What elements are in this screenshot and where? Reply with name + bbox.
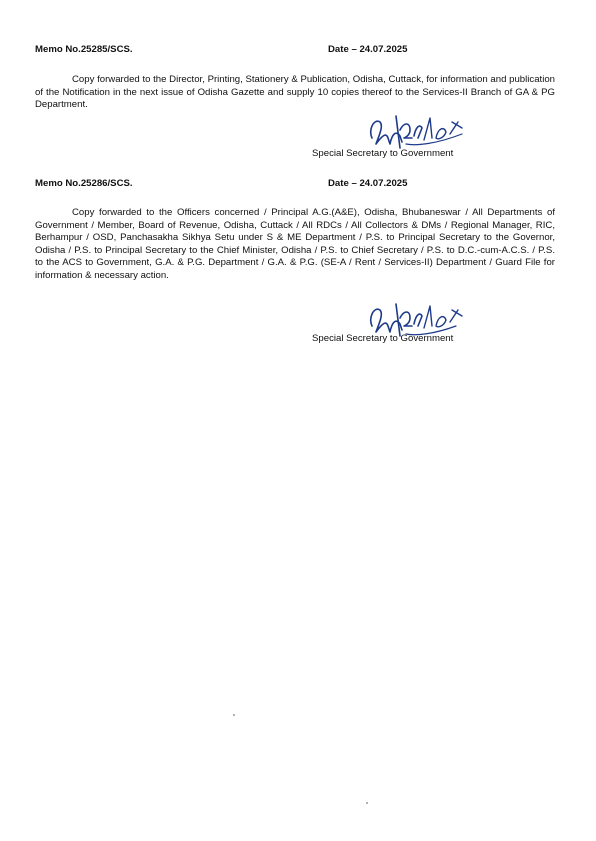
memo-header	[35, 44, 555, 58]
memo-body: Copy forwarded to the Director, Printing, Stationery & Publication, Odisha, Cuttack, for information and publication of the Notification in the next issue of Odisha Gazette and supply 10 copies thereof to the Services-II Branch of GA & PG Department.	[35, 74, 555, 111]
signatory-title: Special Secretary to Government	[312, 333, 454, 344]
memo-header	[35, 178, 555, 192]
memo-body: Copy forwarded to the Officers concerned / Principal A.G.(A&E), Odisha, Bhubaneswar / All Departments of Government / Member, Board of Revenue, Odisha, Cuttack / All RDCs / All Collectors & DMs / Regional Manager, RIC, Berhampur / OSD, Panchasakha Sikhya Setu under S & ME Department / P.S. to Principal Secretary to the Governor, Odisha / P.S. to Principal Secretary to the Chief Minister, Odisha / P.S. to Chief Secretary / P.S. to D.C.-cum-A.C.S. / P.S. to the ACS to Government, G.A. & P.G. Department / G.A. & P.G. (SE-A / Rent / Services-II) Department / Guard File for information & necessary action.	[35, 207, 555, 281]
memo-date: Date – 24.07.2025	[328, 178, 408, 189]
scan-speck	[233, 714, 235, 716]
scan-speck	[366, 802, 368, 804]
memo-date: Date – 24.07.2025	[328, 44, 408, 55]
memo-number: Memo No.25286/SCS.	[35, 178, 133, 189]
memo-number: Memo No.25285/SCS.	[35, 44, 133, 55]
signatory-title: Special Secretary to Government	[312, 148, 454, 159]
